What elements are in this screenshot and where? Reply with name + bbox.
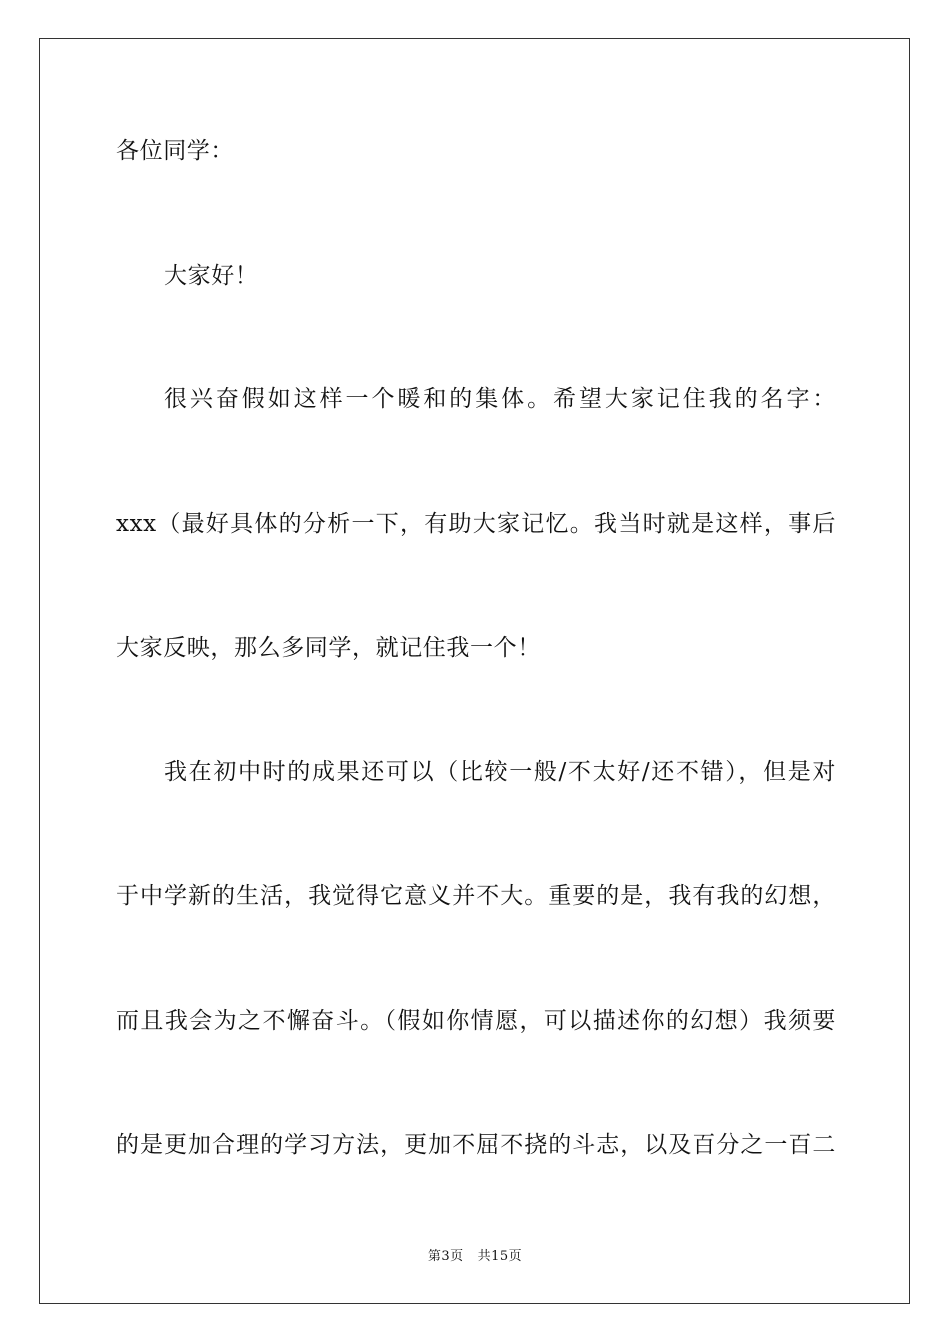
body-line-1: 很兴奋假如这样一个暖和的集体。希望大家记住我的名字： — [164, 386, 836, 412]
body-line-6: 而且我会为之不懈奋斗。（假如你情愿，可以描述你的幻想）我须要 — [116, 1008, 836, 1034]
page-number-current: 第3页 — [427, 1249, 464, 1264]
body-line-4: 我在初中时的成果还可以（比较一般/不太好/还不错），但是对 — [164, 759, 836, 785]
body-line-5: 于中学新的生活，我觉得它意义并不大。重要的是，我有我的幻想， — [116, 883, 836, 909]
body-line-2: xxx（最好具体的分析一下，有助大家记忆。我当时就是这样，事后 — [116, 511, 836, 537]
page-footer — [0, 1248, 950, 1266]
page-number-total: 共15页 — [477, 1249, 523, 1264]
page-border — [39, 38, 910, 1304]
salutation-line: 大家好！ — [164, 263, 259, 289]
body-line-3: 大家反映，那么多同学，就记住我一个！ — [116, 635, 541, 661]
greeting-line: 各位同学： — [116, 138, 234, 164]
body-line-7: 的是更加合理的学习方法，更加不屈不挠的斗志，以及百分之一百二 — [116, 1132, 836, 1158]
